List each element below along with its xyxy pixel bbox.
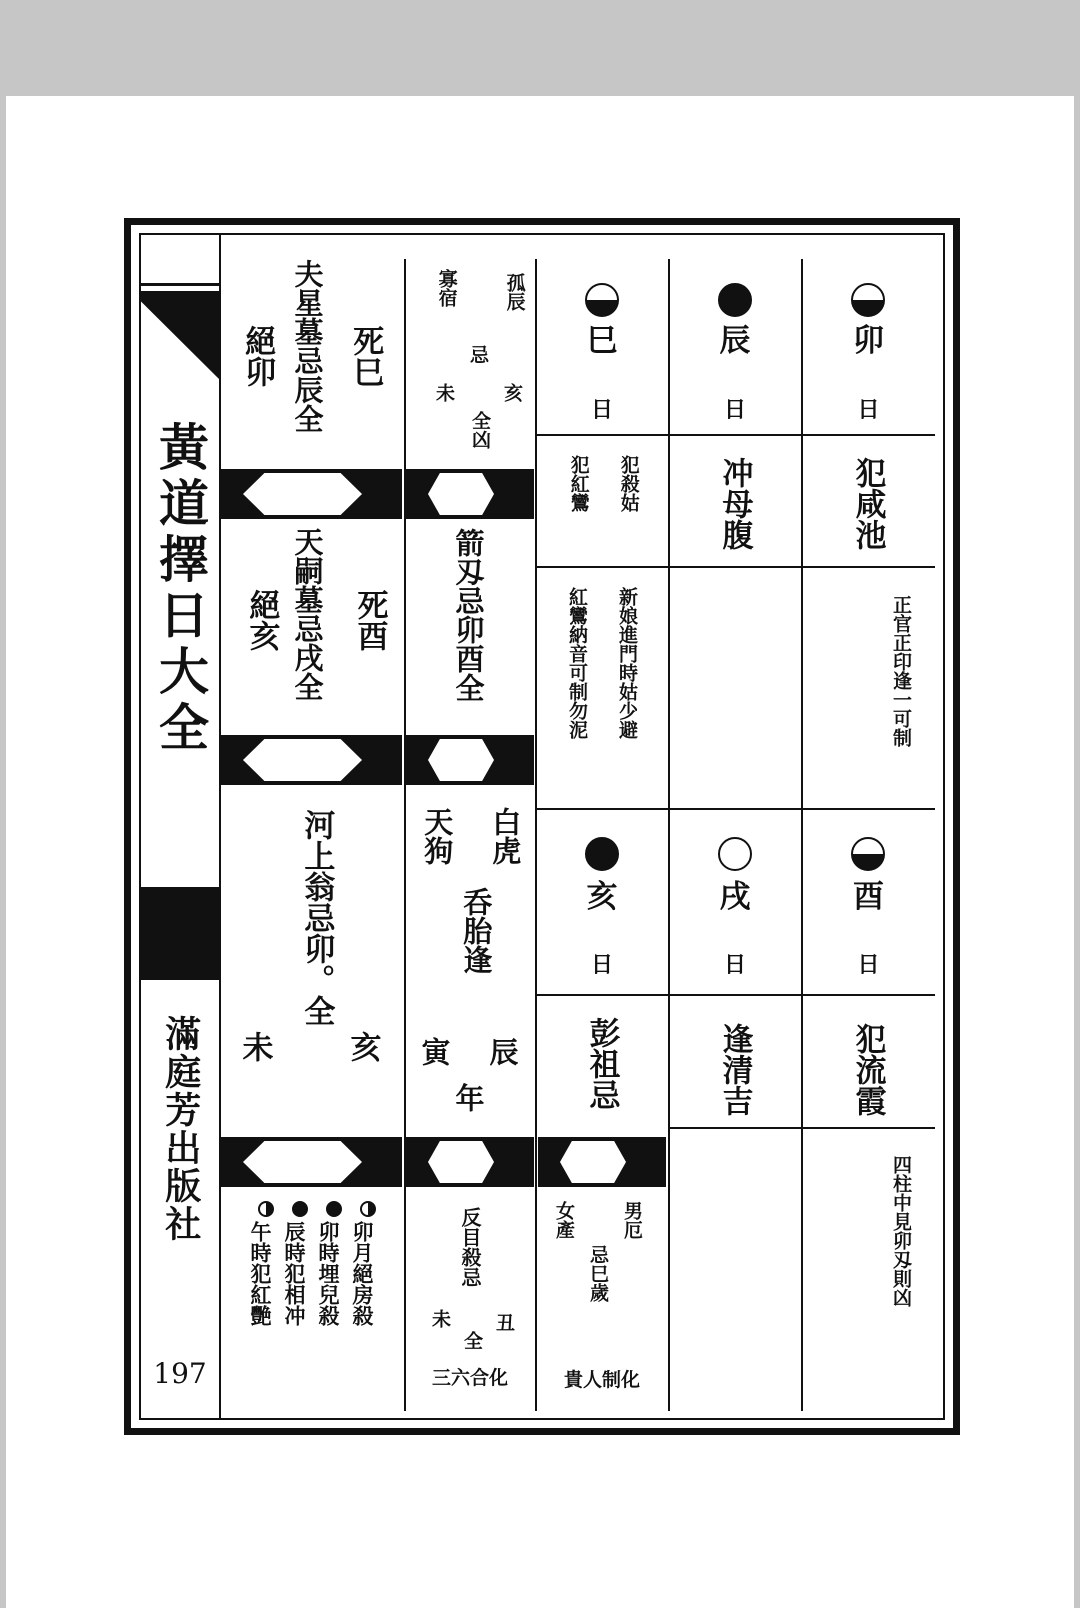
day-label: 日 xyxy=(590,397,613,423)
branch-label: 亥 xyxy=(586,879,618,915)
branch-label: 辰 xyxy=(719,323,751,359)
book-page xyxy=(6,96,1074,1608)
text-jue-hai: 絕亥 xyxy=(243,589,280,651)
text-hai: 亥 xyxy=(500,383,523,402)
half-moon-icon xyxy=(258,1201,274,1217)
day-label: 日 xyxy=(857,397,880,423)
text-ji: 忌 xyxy=(466,345,489,364)
note-text-a: 新娘進門時姑少避 xyxy=(615,587,638,739)
note-mid: 忌巳歲 xyxy=(586,1245,609,1302)
text-jian-ren: 箭刄忌卯酉全 xyxy=(451,528,486,702)
branch-label: 卯 xyxy=(853,323,884,359)
text-bai-hu: 白虎 xyxy=(488,807,523,865)
omen-text: 犯咸池 xyxy=(849,457,886,550)
decorative-band xyxy=(221,735,402,785)
text-nian: 年 xyxy=(451,1083,486,1112)
text-he-shang: 河上翁忌卯。全 xyxy=(298,809,335,1026)
empty-moon-icon xyxy=(718,837,752,871)
decorative-band xyxy=(221,1137,402,1187)
publisher: 滿庭芳出版社 xyxy=(159,1015,202,1243)
note-text: 正官正印逢一可制 xyxy=(889,595,912,747)
omen-text: 犯流霞 xyxy=(849,1023,886,1116)
list-item: 辰時犯相冲 xyxy=(283,1201,308,1326)
omen-text-a: 犯殺姑 xyxy=(617,455,640,512)
text-wei: 未 xyxy=(432,383,455,402)
day-label: 日 xyxy=(723,397,746,423)
decorative-band xyxy=(406,1137,534,1187)
decorative-band xyxy=(538,1137,666,1187)
list-item: 午時犯紅艷 xyxy=(249,1201,274,1326)
sidebar xyxy=(141,235,219,1420)
decorative-band xyxy=(406,469,534,519)
omen-text: 彭祖忌 xyxy=(583,1017,620,1110)
text-gu-chen: 孤辰 xyxy=(503,273,526,311)
text-tun-tai: 呑胎逢 xyxy=(459,887,494,974)
text-chou: 丑 xyxy=(492,1313,515,1332)
decorative-band xyxy=(406,735,534,785)
day-label: 日 xyxy=(857,952,880,978)
half-moon-icon xyxy=(851,283,885,317)
text-si-si: 死巳 xyxy=(347,325,384,387)
text-san-liu-he: 三六合化 xyxy=(431,1367,508,1389)
full-moon-icon xyxy=(292,1201,308,1217)
black-block xyxy=(141,887,219,980)
text-fu-xing: 夫星墓忌辰全 xyxy=(290,259,325,433)
note-female: 女產 xyxy=(552,1201,575,1239)
list-item: 卯月絕房殺 xyxy=(351,1201,376,1326)
full-moon-icon xyxy=(718,283,752,317)
text-yin: 寅 xyxy=(417,1037,452,1066)
branch-label: 酉 xyxy=(853,879,884,915)
text-jue-mao: 絕卯 xyxy=(239,325,276,387)
text-chen: 辰 xyxy=(485,1037,520,1066)
text-wei-2: 未 xyxy=(428,1309,451,1328)
text-si-you: 死酉 xyxy=(351,589,388,651)
half-moon-icon xyxy=(585,283,619,317)
omen-text: 逢清吉 xyxy=(716,1023,753,1116)
text-wei-3: 未 xyxy=(236,1031,273,1062)
text-fan-mu: 反目殺忌 xyxy=(458,1207,482,1287)
half-moon-icon xyxy=(851,837,885,871)
text-tian-si: 天嗣墓忌戌全 xyxy=(290,527,325,701)
omen-text: 冲母腹 xyxy=(716,457,753,550)
note-text-b: 紅鸞納音可制勿泥 xyxy=(565,587,588,739)
page-frame xyxy=(124,218,960,1435)
list-item: 卯時埋兒殺 xyxy=(317,1201,342,1326)
text-tian-gou: 天狗 xyxy=(420,807,455,865)
branch-label: 巳 xyxy=(586,323,618,359)
text-quan: 全 xyxy=(460,1331,483,1350)
omen-text-b: 犯紅鸞 xyxy=(567,455,590,512)
branch-label: 戌 xyxy=(719,879,751,915)
book-title: 黃道擇日大全 xyxy=(151,421,210,757)
text-gua-su: 寡宿 xyxy=(435,269,458,307)
note-male: 男厄 xyxy=(620,1201,643,1239)
page-number: 197 xyxy=(153,1357,207,1390)
page-inner-frame xyxy=(139,233,945,1420)
note-bottom: 貴人制化 xyxy=(563,1369,640,1391)
full-moon-icon xyxy=(585,837,619,871)
note-text: 四柱中見卯刄則凶 xyxy=(889,1155,912,1307)
day-label: 日 xyxy=(590,952,613,978)
text-quan-xiong: 全凶 xyxy=(468,411,491,449)
day-label: 日 xyxy=(723,952,746,978)
full-moon-icon xyxy=(326,1201,342,1217)
half-moon-icon xyxy=(360,1201,376,1217)
text-hai-2: 亥 xyxy=(344,1031,381,1062)
decorative-band xyxy=(221,469,402,519)
